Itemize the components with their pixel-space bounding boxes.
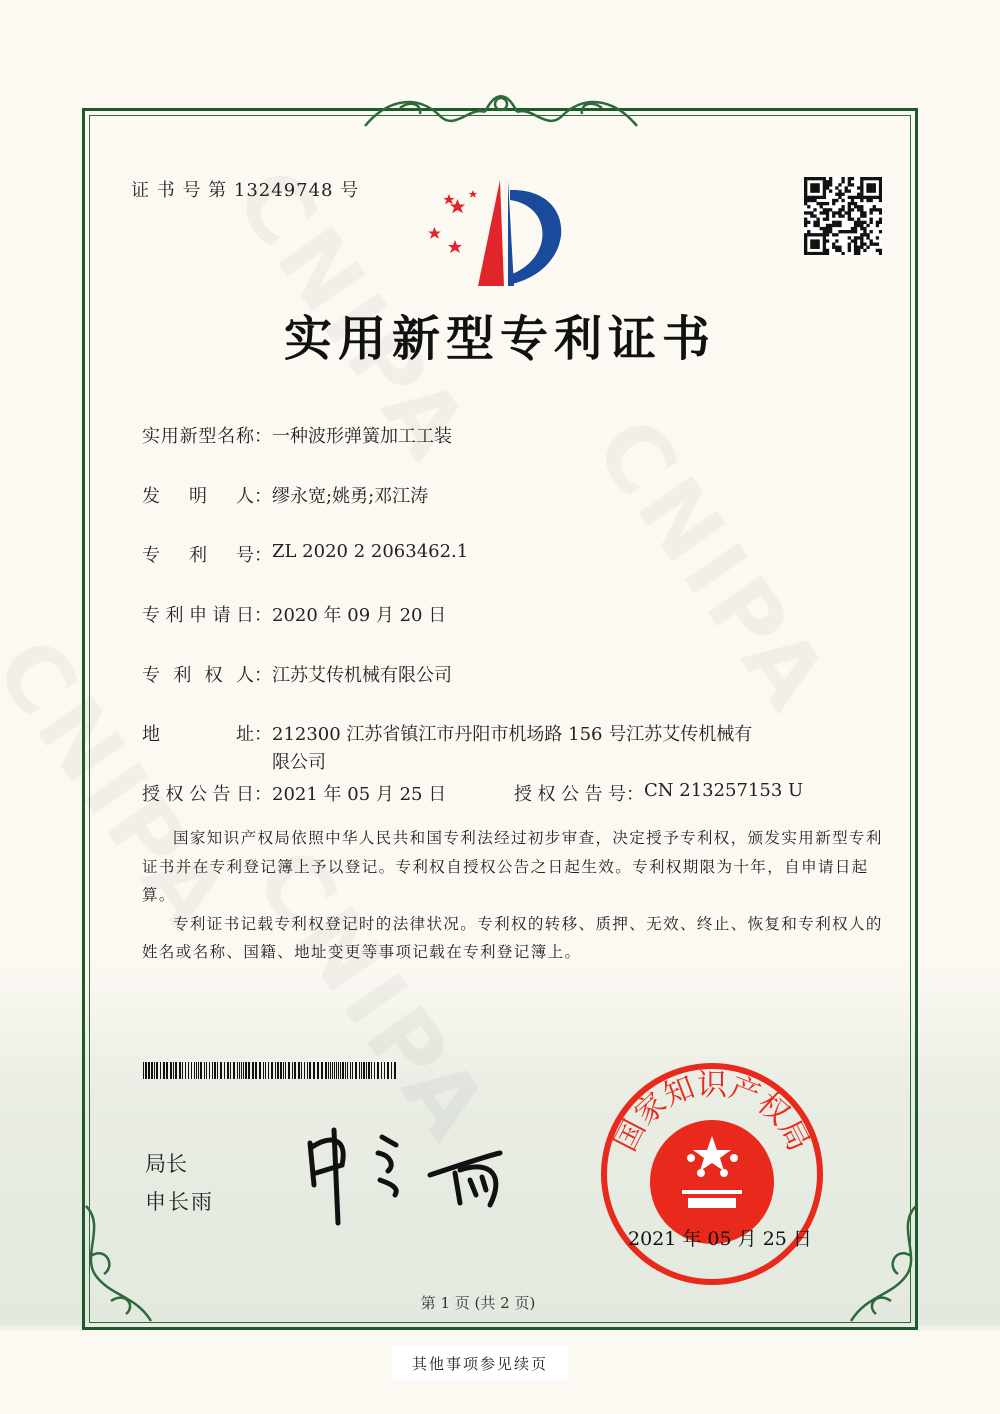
certificate-number: 证 书 号 第 13249748 号 <box>131 180 360 201</box>
field-value <box>272 601 446 627</box>
field-label <box>142 720 272 774</box>
field-label <box>142 661 272 687</box>
field-row <box>142 720 752 774</box>
field-label-char: 专 <box>142 665 160 686</box>
field-value-line: 2021 年 05 月 25 日 <box>272 784 447 805</box>
field-value-line: 212300 江苏省镇江市丹阳市机场路 156 号江苏艾传机械有 <box>272 724 753 745</box>
legal-paragraph: 专利证书记载专利权登记时的法律状况。专利权的转移、质押、无效、终止、恢复和专利权人的姓名或名称、国籍、地址变更等事项记载在专利登记簿上。 <box>142 914 883 962</box>
signatory-title: 局长 <box>145 1152 187 1176</box>
field-value <box>272 780 446 806</box>
certificate-title: 实用新型专利证书 <box>283 311 716 367</box>
field-label-char: 权 <box>165 784 184 805</box>
field-value-line: 江苏艾传机械有限公司 <box>272 665 452 686</box>
field-row <box>142 661 452 687</box>
field-label-char: 发 <box>142 486 160 507</box>
svg-text:国家知识产权局: 国家知识产权局 <box>608 1068 816 1157</box>
field-label-char: 公 <box>561 784 579 805</box>
field-label-char: 人： <box>235 665 272 686</box>
field-label <box>142 780 272 806</box>
field-label-char: 公 <box>189 784 207 805</box>
field-value <box>272 661 452 687</box>
field-label-char: 权 <box>204 665 223 686</box>
field-value-line: 一种波形弹簧加工工装 <box>272 426 452 447</box>
field-label-char: 名 <box>217 426 236 447</box>
field-row <box>142 601 446 627</box>
field-label-char: 权 <box>537 784 556 805</box>
field-label <box>142 422 272 448</box>
field-label-char: 申 <box>189 605 207 626</box>
field-label-char: 用 <box>160 426 179 447</box>
field-value-line: 2020 年 09 月 20 日 <box>272 605 447 626</box>
field-label-char: 称： <box>235 426 272 447</box>
announcement-number-row <box>514 780 803 806</box>
field-label-char: 请 <box>212 605 231 626</box>
field-label-char: 日： <box>236 784 272 805</box>
field-label-char: 授 <box>514 784 532 805</box>
field-value-line: ZL 2020 2 2063462.1 <box>272 541 469 562</box>
field-label <box>514 780 644 806</box>
field-label <box>142 541 272 567</box>
announcement-number-value: CN 213257153 U <box>644 780 804 801</box>
page-number: 第 1 页 (共 2 页) <box>420 1294 536 1312</box>
field-label-char: 地 <box>142 724 160 745</box>
field-label-char: 址： <box>236 724 272 745</box>
continuation-note: 其他事项参见续页 <box>392 1346 568 1380</box>
legal-paragraph: 国家知识产权局依照中华人民共和国专利法经过初步审查，决定授予专利权，颁发实用新型专利证书并在专利登记簿上予以登记。专利权自授权公告之日起生效。专利权期限为十年，自申请日起算。 <box>142 829 883 905</box>
field-label-char: 告 <box>212 784 231 805</box>
field-label <box>142 601 272 627</box>
field-label-char: 利 <box>189 545 207 566</box>
ornament-top-icon <box>360 86 642 132</box>
field-label-char: 告 <box>584 784 603 805</box>
field-label-char: 日： <box>236 605 272 626</box>
field-label-char: 明 <box>189 486 207 507</box>
field-value <box>272 720 752 774</box>
legal-text <box>142 824 887 967</box>
field-label-char: 号： <box>236 545 272 566</box>
field-row <box>142 780 446 806</box>
handwritten-signature <box>300 1125 520 1230</box>
field-value <box>272 541 468 567</box>
field-label <box>142 482 272 508</box>
field-label-char: 号： <box>608 784 644 805</box>
field-value-line: 限公司 <box>272 752 326 773</box>
field-label-char: 人： <box>236 486 272 507</box>
official-seal <box>596 1058 828 1290</box>
barcode-icon <box>143 1062 399 1079</box>
field-value-line: 缪永宽;姚勇;邓江涛 <box>272 486 429 507</box>
field-row <box>142 541 468 567</box>
field-label-char: 新 <box>179 426 198 447</box>
field-row <box>142 422 452 448</box>
field-label-char: 型 <box>198 426 217 447</box>
field-label-char: 实 <box>142 426 160 447</box>
cnipa-logo-icon <box>428 178 576 290</box>
field-value <box>272 422 452 448</box>
seal-date: 2021 年 05 月 25 日 <box>628 1228 812 1250</box>
signatory-name: 申长雨 <box>145 1190 214 1214</box>
field-row <box>142 482 428 508</box>
field-label-char: 利 <box>165 605 184 626</box>
field-label-char: 利 <box>173 665 192 686</box>
field-value <box>272 482 428 508</box>
field-label-char: 授 <box>142 784 160 805</box>
qr-code-icon <box>804 177 882 255</box>
field-label-char: 专 <box>142 545 160 566</box>
field-label-char: 专 <box>142 605 160 626</box>
